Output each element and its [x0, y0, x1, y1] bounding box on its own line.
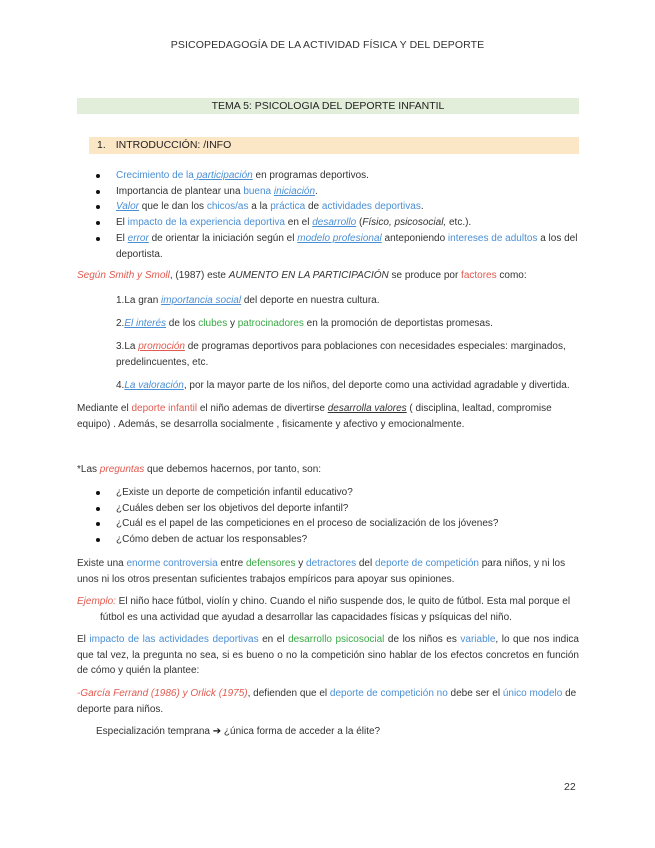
- list-item: ¿Cómo deben de actuar los responsables?: [94, 532, 579, 548]
- preguntas-paragraph: *Las preguntas que debemos hacernos, por tanto, son:: [77, 464, 322, 475]
- garcia-paragraph: -García Ferrand (1986) y Orlick (1975), defienden que el deporte de competición no debe ser el único modelo de deporte para niños.: [77, 688, 577, 715]
- bullet-icon: [96, 174, 100, 178]
- page-header: PSICOPEDAGOGÍA DE LA ACTIVIDAD FÍSICA Y DEL DEPORTE: [170, 39, 485, 51]
- smith-paragraph: Según Smith y Smoll, (1987) este AUMENTO EN LA PARTICIPACIÓN se produce por factores como:: [77, 270, 527, 281]
- bullet-icon: [96, 538, 100, 542]
- arrow-right-icon: ➔: [212, 726, 222, 737]
- list-item: El impacto de la experiencia deportiva en el desarrollo (Físico, psicosocial, etc.).: [94, 215, 579, 231]
- factor-item: 1.La gran importancia social del deporte en nuestra cultura.: [116, 295, 380, 306]
- list-item: Importancia de plantear una buena iniciación.: [94, 184, 579, 200]
- list-item: ¿Cuáles deben ser los objetivos del deporte infantil?: [94, 501, 579, 517]
- subsection-number: 1.: [97, 139, 106, 151]
- section-title: TEMA 5: PSICOLOGIA DEL DEPORTE INFANTIL: [77, 98, 579, 114]
- subsection-heading: [89, 137, 579, 154]
- list-item: ¿Existe un deporte de competición infantil educativo?: [94, 485, 579, 501]
- list-item: Crecimiento de la participación en programas deportivos.: [94, 168, 579, 184]
- bullet-icon: [96, 190, 100, 194]
- mediante-paragraph: Mediante el deporte infantil el niño ademas de divertirse desarrolla valores ( disciplina, lealtad, compromise equipo) . Además, se desarrolla socialmente , fisicamente y afectivo y emocionalmente.: [77, 403, 552, 430]
- questions-bullet-list: [94, 485, 579, 548]
- bullet-icon: [96, 221, 100, 225]
- bullet-icon: [96, 507, 100, 511]
- bullet-icon: [96, 205, 100, 209]
- bullet-icon: [96, 237, 100, 241]
- impacto-paragraph: El impacto de las actividades deportivas en el desarrollo psicosocial de los niños es variable, lo que nos indica que tal vez, la pregunta no sea, si es bueno o no la competición sino hablar de los efectos concretos en función de cómo y quién la plantee:: [77, 634, 579, 676]
- factor-item: 4.La valoración, por la mayor parte de los niños, del deporte como una actividad agradable y divertida.: [116, 380, 570, 391]
- list-item: El error de orientar la iniciación según el modelo profesional anteponiendo intereses de adultos a los del deportista.: [94, 231, 579, 262]
- factor-item: 2.El interés de los clubes y patrocinadores en la promoción de deportistas promesas.: [116, 318, 493, 329]
- page-number: 22: [564, 781, 576, 793]
- factor-item: 3.La promoción de programas deportivos para poblaciones con necesidades especiales: marginados, predelincuentes, etc.: [116, 341, 566, 368]
- list-item: Valor que le dan los chicos/as a la práctica de actividades deportivas.: [94, 199, 579, 215]
- especializacion-line: Especialización temprana ➔ ¿única forma de acceder a la élite?: [96, 726, 381, 737]
- ejemplo-paragraph: Ejemplo: El niño hace fútbol, violín y chino. Cuando el niño suspende dos, le quito de fútbol. Esta mal porque el fútbol es una actividad que ayudad a desarrollar las capacidades físicas y psíquicas del niño.: [77, 596, 571, 623]
- list-item: ¿Cuál es el papel de las competiciones en el proceso de socialización de los jóvenes?: [94, 516, 579, 532]
- controversia-paragraph: Existe una enorme controversia entre defensores y detractores del deporte de competición para niños, y ni los unos ni los otros presentan suficientes trabajos empíricos para apoyar sus opiniones.: [77, 558, 566, 585]
- bullet-icon: [96, 491, 100, 495]
- intro-bullet-list: [94, 168, 579, 262]
- subsection-title: INTRODUCCIÓN: /INFO: [115, 139, 232, 151]
- bullet-icon: [96, 522, 100, 526]
